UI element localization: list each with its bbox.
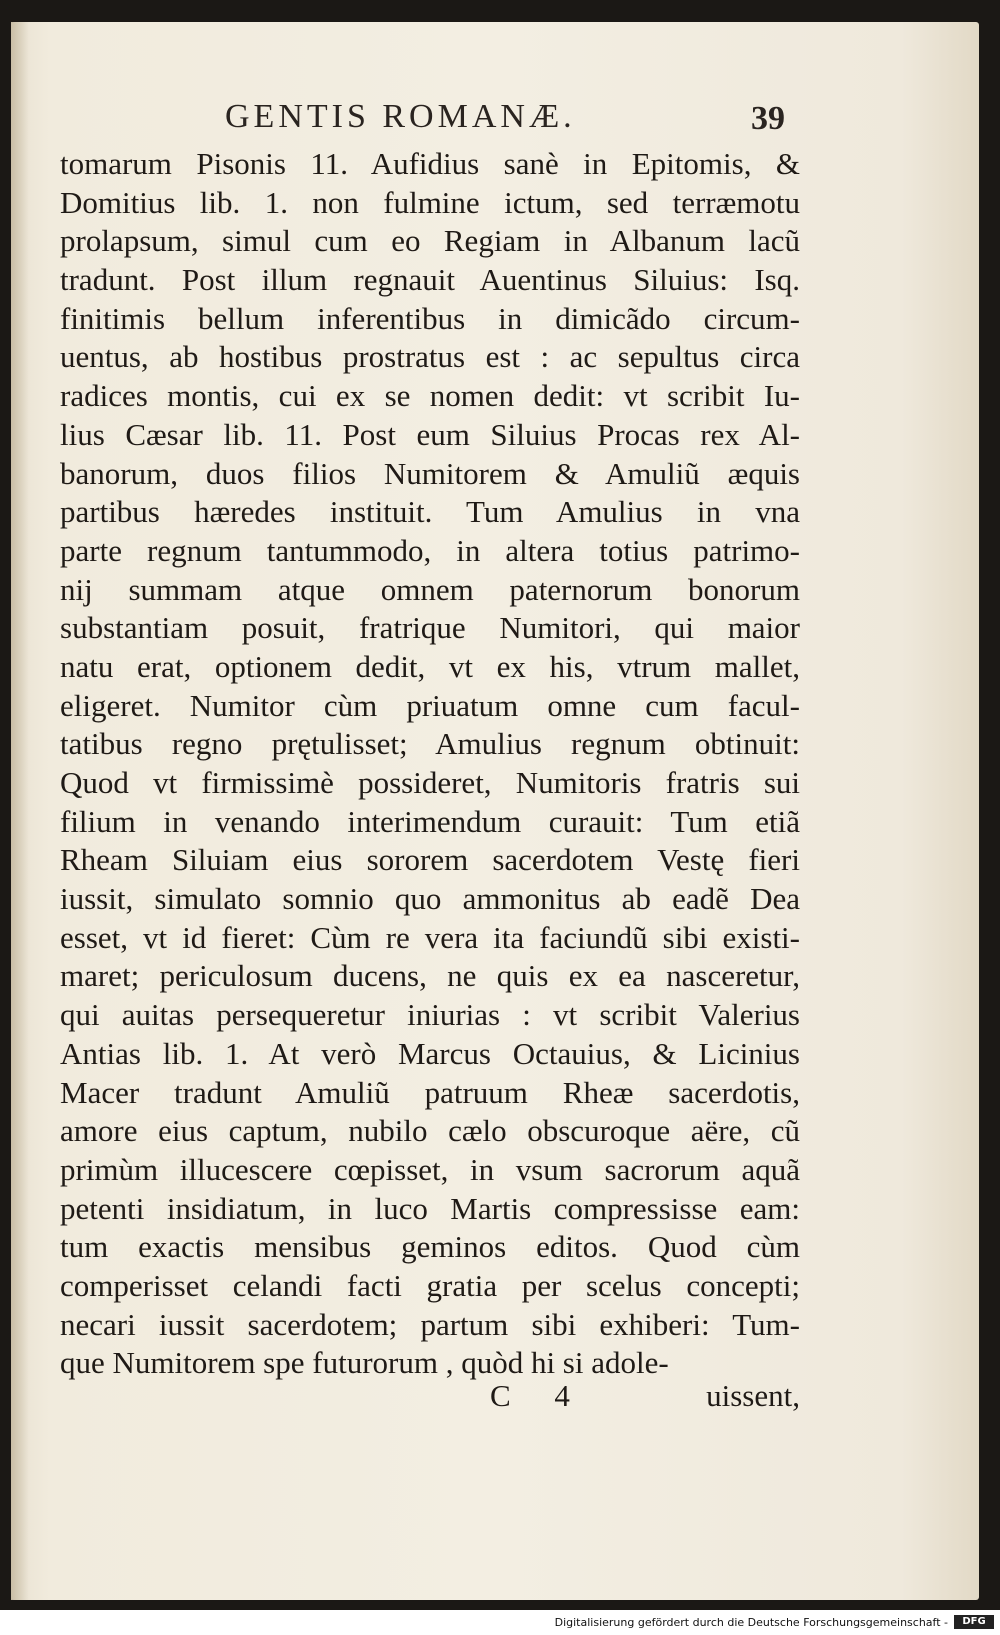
dfg-credit-text: Digitalisierung gefördert durch die Deutsche Forschungsgemeinschaft -: [554, 1616, 948, 1629]
text-line: substantiam posuit, fratrique Numitori, qui maior: [60, 610, 800, 646]
text-line: lius Cæsar lib. 11. Post eum Siluius Procas rex Al-: [60, 416, 800, 452]
text-line: filium in venando interimendum curauit: Tum etiã: [60, 803, 800, 839]
running-head: [225, 98, 825, 148]
text-line: comperisset celandi facti gratia per scelus concepti;: [60, 1267, 800, 1303]
text-line: banorum, duos filios Numitorem & Amuliũ æquis: [60, 455, 800, 491]
digitization-footer: [0, 1610, 1000, 1635]
text-line: que Numitorem spe futurorum , quòd hi si adole-: [60, 1345, 669, 1381]
text-line: partibus hæredes instituit. Tum Amulius in vna: [60, 494, 800, 530]
text-line: tomarum Pisonis 11. Aufidius sanè in Epitomis, &: [60, 146, 800, 181]
page-number: 39: [751, 100, 785, 137]
text-line: radices montis, cui ex se nomen dedit: vt scribit Iu-: [60, 378, 800, 414]
text-line: primùm illucescere cœpisset, in vsum sacrorum aquã: [60, 1151, 800, 1187]
text-line: tatibus regno prętulisset; Amulius regnum obtinuit:: [60, 726, 800, 762]
text-line: esset, vt id fieret: Cùm re vera ita faciundũ sibi existi-: [60, 919, 800, 955]
catchword: uissent,: [706, 1378, 800, 1413]
text-line: prolapsum, simul cum eo Regiam in Albanum lacũ: [60, 223, 800, 259]
text-line: petenti insidiatum, in luco Martis compressisse eam:: [60, 1190, 800, 1226]
text-line: natu erat, optionem dedit, vt ex his, vtrum mallet,: [60, 648, 800, 684]
text-line: iussit, simulato somnio quo ammonitus ab eadẽ Dea: [60, 881, 800, 917]
text-line: tum exactis mensibus geminos editos. Quod cùm: [60, 1229, 800, 1265]
dfg-logo-icon: DFG: [954, 1615, 994, 1629]
gutter-shadow: [11, 22, 29, 1600]
text-line: tradunt. Post illum regnauit Auentinus Siluius: Isq.: [60, 262, 800, 298]
text-line: Rheam Siluiam eius sororem sacerdotem Vestę fieri: [60, 842, 800, 878]
body-text: [60, 145, 800, 1383]
text-line: eligeret. Numitor cùm priuatum omne cum facul-: [60, 687, 800, 723]
text-line: Macer tradunt Amuliũ patruum Rheæ sacerdotis,: [60, 1074, 800, 1110]
text-line: Quod vt firmissimè possideret, Numitoris fratris sui: [60, 765, 800, 800]
text-line: qui auitas persequeretur iniurias : vt scribit Valerius: [60, 997, 800, 1033]
text-line: maret; periculosum ducens, ne quis ex ea nasceretur,: [60, 958, 800, 994]
text-line: finitimis bellum inferentibus in dimicãdo circum-: [60, 300, 800, 336]
text-line: uentus, ab hostibus prostratus est : ac sepultus circa: [60, 339, 800, 375]
text-line: parte regnum tantummodo, in altera totius patrimo-: [60, 532, 800, 568]
text-line: necari iussit sacerdotem; partum sibi exhiberi: Tum-: [60, 1306, 800, 1342]
text-line: Antias lib. 1. At verò Marcus Octauius, & Licinius: [60, 1035, 800, 1071]
page-footer-line: [60, 1378, 800, 1418]
text-line: nij summam atque omnem paternorum bonorum: [60, 571, 800, 607]
signature-mark: C 4: [490, 1378, 588, 1413]
running-head-title: GENTIS ROMANÆ.: [225, 98, 576, 135]
text-line: amore eius captum, nubilo cælo obscuroque aëre, cũ: [60, 1113, 800, 1149]
text-line: Domitius lib. 1. non fulmine ictum, sed terræmotu: [60, 184, 800, 220]
